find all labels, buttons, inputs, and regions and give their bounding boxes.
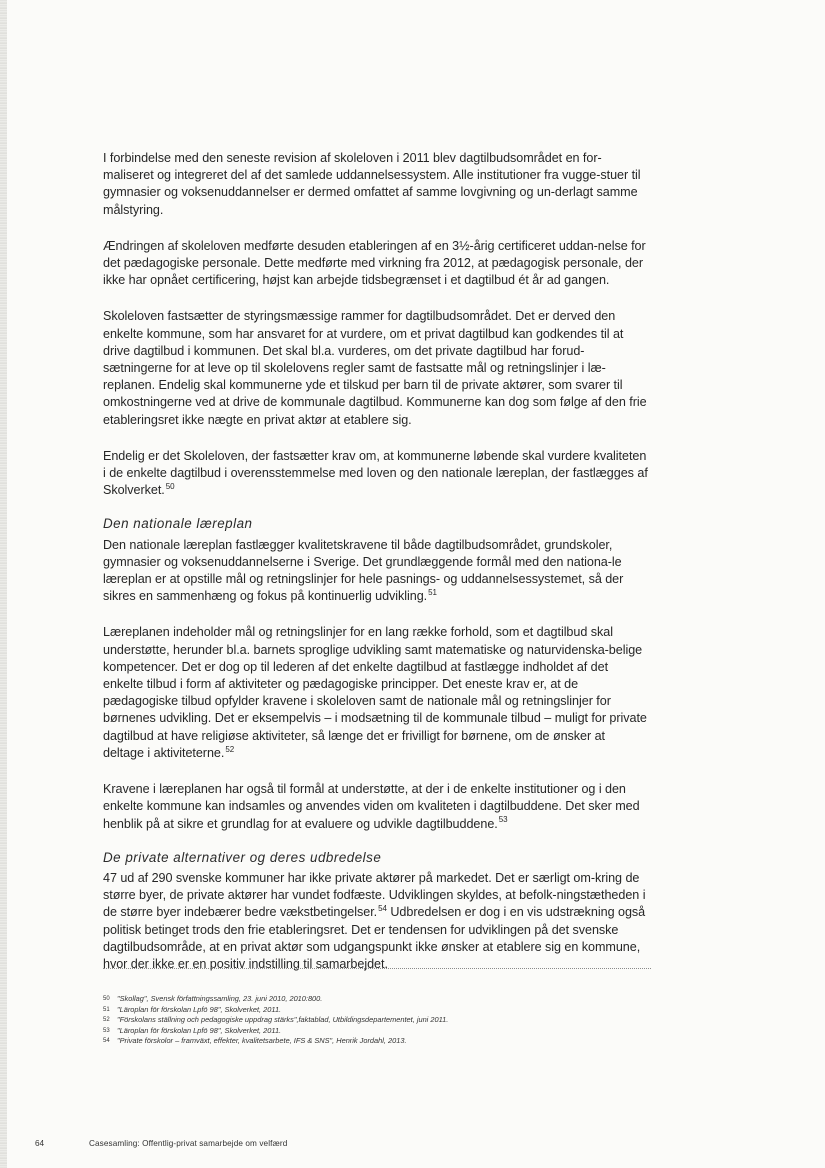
footnote-number: 54 [103, 1038, 110, 1044]
footnote-text: "Läroplan för förskolan Lpfö 98", Skolverket, 2011. [117, 1025, 282, 1035]
footnote-text: "Förskolans ställning och pedagogiske uppdrag stärks",faktablad, Utbildingsdepartementet, juni 2011. [117, 1015, 449, 1024]
section-heading-curriculum: Den nationale læreplan [103, 516, 253, 532]
paragraph-text: 47 ud af 290 svenske kommuner har ikke private aktører på markedet. Det er særligt om-kring de større byer, de private aktører har vundet fodfæste. Udviklingen skyldes, at befolk-ningstætheden i de større byer indebærer bedre vækstbetingelser. [103, 870, 646, 920]
footnote-ref-50: 50 [165, 482, 175, 492]
footnote-text: "Private förskolor – framväxt, effekter, kvalitetsarbete, IFS & SNS", Henrik Jordahl, 2013. [117, 1036, 407, 1045]
paragraph-curriculum-purpose [103, 537, 648, 606]
paragraph-quality-assessment [103, 448, 648, 500]
footnotes [103, 994, 648, 1047]
footnote-51 [103, 1005, 648, 1016]
body-text [103, 150, 648, 992]
paragraph-text: Læreplanen indeholder mål og retningslinjer for en lang række forhold, som et dagtilbud skal understøtte, herunder bl.a. barnets sproglige udvikling samt matematiske og naturvidenska-belige kompetencer. Det er dog op til lederen af det enkelte dagtilbud at fastlægge indholdet af det enkelte tilbud i form af aktiviteter og pædagogiske principper. Det eneste krav er, at de pædagogiske tilbud opfylder kravene i skoleloven samt de nationale mål og retningslinjer for børnenes udvikling. Det er eksempelvis – i modsætning til de kommunale tilbud – muligt for private dagtilbud at have religiøse aktiviteter, så længe det er frivilligt for børnene, om de ønsker at deltage i aktiviteterne. [103, 625, 647, 760]
paragraph-revision-2011: I forbindelse med den seneste revision af skoleloven i 2011 blev dagtilbudsområdet en for-maliseret og integreret del af det samlede uddannelsessystem. Alle institutioner fra vugge-stuer til gymnasier og voksenuddannelser er dermed omfattet af samme lovgivning og un-derlagt samme målstyring. [103, 151, 641, 217]
footnote-number: 53 [103, 1027, 110, 1034]
footnote-text: "Läroplan för förskolan Lpfö 98", Skolverket, 2011. [117, 1004, 282, 1014]
footnote-54 [103, 1036, 648, 1047]
footnote-53 [103, 1026, 648, 1037]
footnote-52 [103, 1015, 648, 1026]
paragraph-curriculum-content [103, 624, 648, 762]
paragraph-certification: Ændringen af skoleloven medførte desuden etableringen af en 3½-årig certificeret uddan-nelse for det pædagogiske personale. Dette medførte med virkning fra 2012, at pædagogisk personale, der ikke har opnået certificering, højst kan arbejde tidsbegrænset i et dagtilbud ét år ad gangen. [103, 238, 646, 288]
footnote-ref-52: 52 [225, 744, 235, 754]
paragraph-text: Kravene i læreplanen har også til formål at understøtte, at der i de enkelte institutioner og i den enkelte kommune kan indsamles og anvendes viden om kvaliteten i dagtilbuddene. Det sker med henblik på at sikre et grundlag for at evaluere og udvikle dagtilbuddene. [103, 782, 640, 831]
page-number: 64 [35, 1139, 45, 1148]
paragraph-curriculum-knowledge [103, 781, 648, 833]
paragraph-text: Endelig er det Skoleloven, der fastsætter krav om, at kommunerne løbende skal vurdere kvaliteten i de enkelte dagtilbud i overensstemmelse med loven og den nationale læreplan, der fastlægges af Skolverket. [103, 448, 648, 498]
paragraph-private-spread [103, 870, 648, 973]
section-heading-private-alternatives: De private alternativer og deres udbredelse [103, 849, 382, 865]
footnote-number: 50 [103, 996, 110, 1002]
publication-title: Casesamling: Offentlig-privat samarbejde om velfærd [89, 1139, 288, 1148]
footnote-ref-54: 54 [378, 904, 387, 914]
footnote-50 [103, 994, 648, 1005]
footnote-number: 52 [103, 1017, 110, 1023]
paragraph-text: Den nationale læreplan fastlægger kvalitetskravene til både dagtilbudsområdet, grundskoler, gymnasier og voksenuddannelserne i Sverige. Det grundlæggende formål med den nationa-le læreplan er at opstille mål og retningslinjer for hele pasnings- og uddannelsessystemet, så der sikres en sammenhæng og fokus på kontinuerlig udvikling. [103, 537, 624, 604]
page-footer [0, 1139, 825, 1155]
footnote-ref-51: 51 [428, 588, 437, 598]
footnote-divider [103, 968, 651, 969]
scan-edge [0, 0, 7, 1168]
footnote-number: 51 [103, 1006, 110, 1013]
footnote-ref-53: 53 [498, 815, 508, 825]
paragraph-text-continued: Udbredelsen er dog i en vis udstrækning også politisk betinget trods den frie etableringsret. Det er tendensen for udviklingen på det svenske dagtilbudsområde, at en privat aktør som udgangspunkt ikke ønsker at etablere sig en kommune, hvor der ikke er en positiv indstilling til samarbejdet. [103, 905, 646, 971]
paragraph-framework: Skoleloven fastsætter de styringsmæssige rammer for dagtilbudsområdet. Det er derved den enkelte kommune, som har ansvaret for at vurdere, om et privat dagtilbud kan godkendes til at drive dagtilbud i kommunen. Det skal bl.a. vurderes, om det private dagtilbud har forud-sætningerne for at leve op til skolelovens regler samt de fastsatte mål og retningslinjer i læ-replanen. Endelig skal kommunerne yde et tilskud per barn til de private aktører, som svarer til omkostningerne ved at drive de kommunale dagtilbud. Kommunerne kan dog som følge af den frie etableringsret ikke nægte en privat aktør at etablere sig. [103, 309, 647, 427]
footnote-text: "Skollag", Svensk författningssamling, 23. juni 2010, 2010:800. [117, 994, 323, 1003]
